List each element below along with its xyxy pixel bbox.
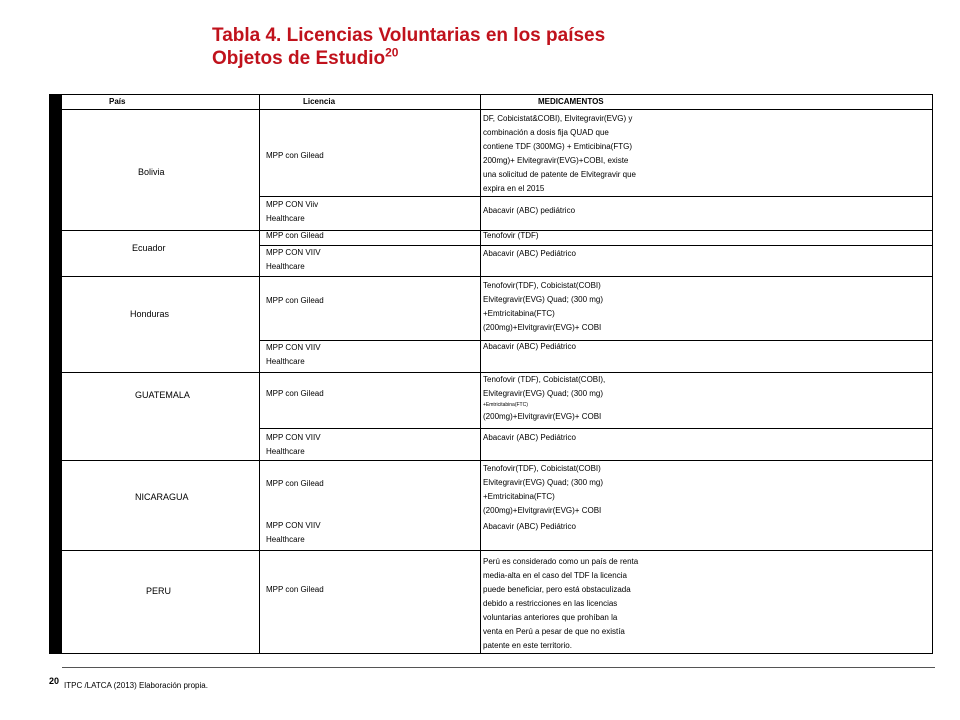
license-cell: MPP con Gilead	[266, 479, 324, 488]
medication-cell	[483, 279, 603, 335]
medication-line: una solicitud de patente de Elvitegravir que	[483, 170, 636, 179]
row-divider	[62, 276, 933, 277]
medication-cell: Tenofovir (TDF)	[483, 231, 539, 240]
license-cell: MPP con Gilead	[266, 389, 324, 398]
medication-line: media-alta en el caso del TDF la licencia	[483, 571, 627, 580]
license-line: Healthcare	[266, 262, 305, 271]
column-divider	[259, 94, 260, 654]
medication-cell: Abacavir (ABC) Pediátrico	[483, 249, 576, 258]
row-divider	[62, 460, 933, 461]
medication-cell	[483, 462, 603, 518]
page-title	[212, 24, 605, 70]
row-divider	[259, 196, 933, 197]
footnote-source: ITPC /LATCA (2013) Elaboración propia.	[64, 681, 208, 690]
header-pais: País	[109, 97, 126, 106]
licenses-table	[62, 94, 933, 654]
medication-line: +Emtricitabina(FTC)	[483, 402, 528, 408]
license-line: Healthcare	[266, 447, 305, 456]
title-line-2	[212, 47, 605, 70]
footnote-separator	[62, 667, 935, 668]
medication-line: DF, Cobicistat&COBI), Elvitegravir(EVG) y	[483, 114, 633, 123]
medication-line: Elvitegravir(EVG) Quad; (300 mg)	[483, 295, 604, 304]
left-black-bar	[49, 94, 62, 654]
medication-cell	[483, 373, 605, 424]
medication-line: Elvitegravir(EVG) Quad; (300 mg)	[483, 478, 604, 487]
row-divider	[259, 245, 933, 246]
license-cell	[266, 198, 318, 226]
license-line: MPP CON Viiv	[266, 200, 319, 209]
medication-line: Elvitegravir(EVG) Quad; (300 mg)	[483, 389, 604, 398]
country-bolivia: Bolivia	[138, 167, 165, 177]
country-ecuador: Ecuador	[132, 243, 166, 253]
header-medicamentos: MEDICAMENTOS	[538, 97, 604, 106]
medication-cell: Abacavir (ABC) Pediátrico	[483, 433, 576, 442]
license-cell	[266, 519, 321, 547]
title-line-1: Tabla 4. Licencias Voluntarias en los países	[212, 25, 606, 46]
header-bottom-border	[62, 109, 933, 110]
table-bottom-border	[62, 653, 933, 654]
license-line: Healthcare	[266, 357, 305, 366]
license-line: MPP CON VIIV	[266, 433, 321, 442]
footnote-number: 20	[49, 676, 60, 686]
medication-line: contiene TDF (300MG) + Emticibina(FTG)	[483, 142, 633, 151]
medication-line: (200mg)+Elvitgravir(EVG)+ COBI	[483, 412, 602, 421]
country-nicaragua: NICARAGUA	[135, 492, 189, 502]
medication-line: debido a restricciones en las licencias	[483, 599, 618, 608]
row-divider	[62, 550, 933, 551]
country-peru: PERU	[146, 586, 172, 596]
row-divider	[259, 428, 933, 429]
table-right-border	[932, 94, 933, 654]
license-cell	[266, 246, 321, 274]
medication-line: puede beneficiar, pero está obstaculizada	[483, 585, 631, 594]
medication-line: patente en este territorio.	[483, 641, 572, 650]
medication-line: expira en el 2015	[483, 184, 545, 193]
medication-cell	[483, 555, 638, 653]
table-top-border	[62, 94, 933, 95]
medication-line: Perú es considerado como un país de renta	[483, 557, 639, 566]
medication-cell: Abacavir (ABC) pediátrico	[483, 206, 576, 215]
footnote-reference: 20	[385, 45, 399, 60]
title-line-2-text: Objetos de Estudio	[212, 48, 386, 69]
license-cell: MPP con Gilead	[266, 585, 324, 594]
license-line: MPP CON VIIV	[266, 343, 321, 352]
medication-line: 200mg)+ Elvitegravir(EVG)+COBI, existe	[483, 156, 629, 165]
country-honduras: Honduras	[130, 309, 170, 319]
license-cell: MPP con Gilead	[266, 151, 324, 160]
medication-line: voluntarias anteriores que prohíban la	[483, 613, 618, 622]
medication-line: combinación a dosis fija QUAD que	[483, 128, 609, 137]
medication-line: Tenofovir (TDF), Cobicistat(COBI),	[483, 375, 606, 384]
license-line: Healthcare	[266, 214, 305, 223]
license-line: MPP CON VIIV	[266, 248, 321, 257]
license-cell	[266, 431, 321, 459]
medication-line: Tenofovir(TDF), Cobicistat(COBI)	[483, 464, 601, 473]
license-cell: MPP con Gilead	[266, 296, 324, 305]
medication-cell: Abacavir (ABC) Pediátrico	[483, 522, 576, 531]
medication-line: +Emtricitabina(FTC)	[483, 309, 555, 318]
medication-line: +Emtricitabina(FTC)	[483, 492, 555, 501]
column-divider	[480, 94, 481, 654]
country-guatemala: GUATEMALA	[135, 390, 190, 400]
header-licencia: Licencia	[303, 97, 336, 106]
medication-line: venta en Perú a pesar de que no existía	[483, 627, 625, 636]
license-line: MPP CON VIIV	[266, 521, 321, 530]
row-divider	[259, 340, 933, 341]
medication-cell	[483, 112, 636, 196]
medication-line: Tenofovir(TDF), Cobicistat(COBI)	[483, 281, 601, 290]
license-line: Healthcare	[266, 535, 305, 544]
license-cell: MPP con Gilead	[266, 231, 324, 240]
medication-line: (200mg)+Elvitgravir(EVG)+ COBI	[483, 323, 602, 332]
license-cell	[266, 341, 321, 369]
medication-cell: Abacavir (ABC) Pediátrico	[483, 342, 576, 351]
medication-line: (200mg)+Elvitgravir(EVG)+ COBI	[483, 506, 602, 515]
